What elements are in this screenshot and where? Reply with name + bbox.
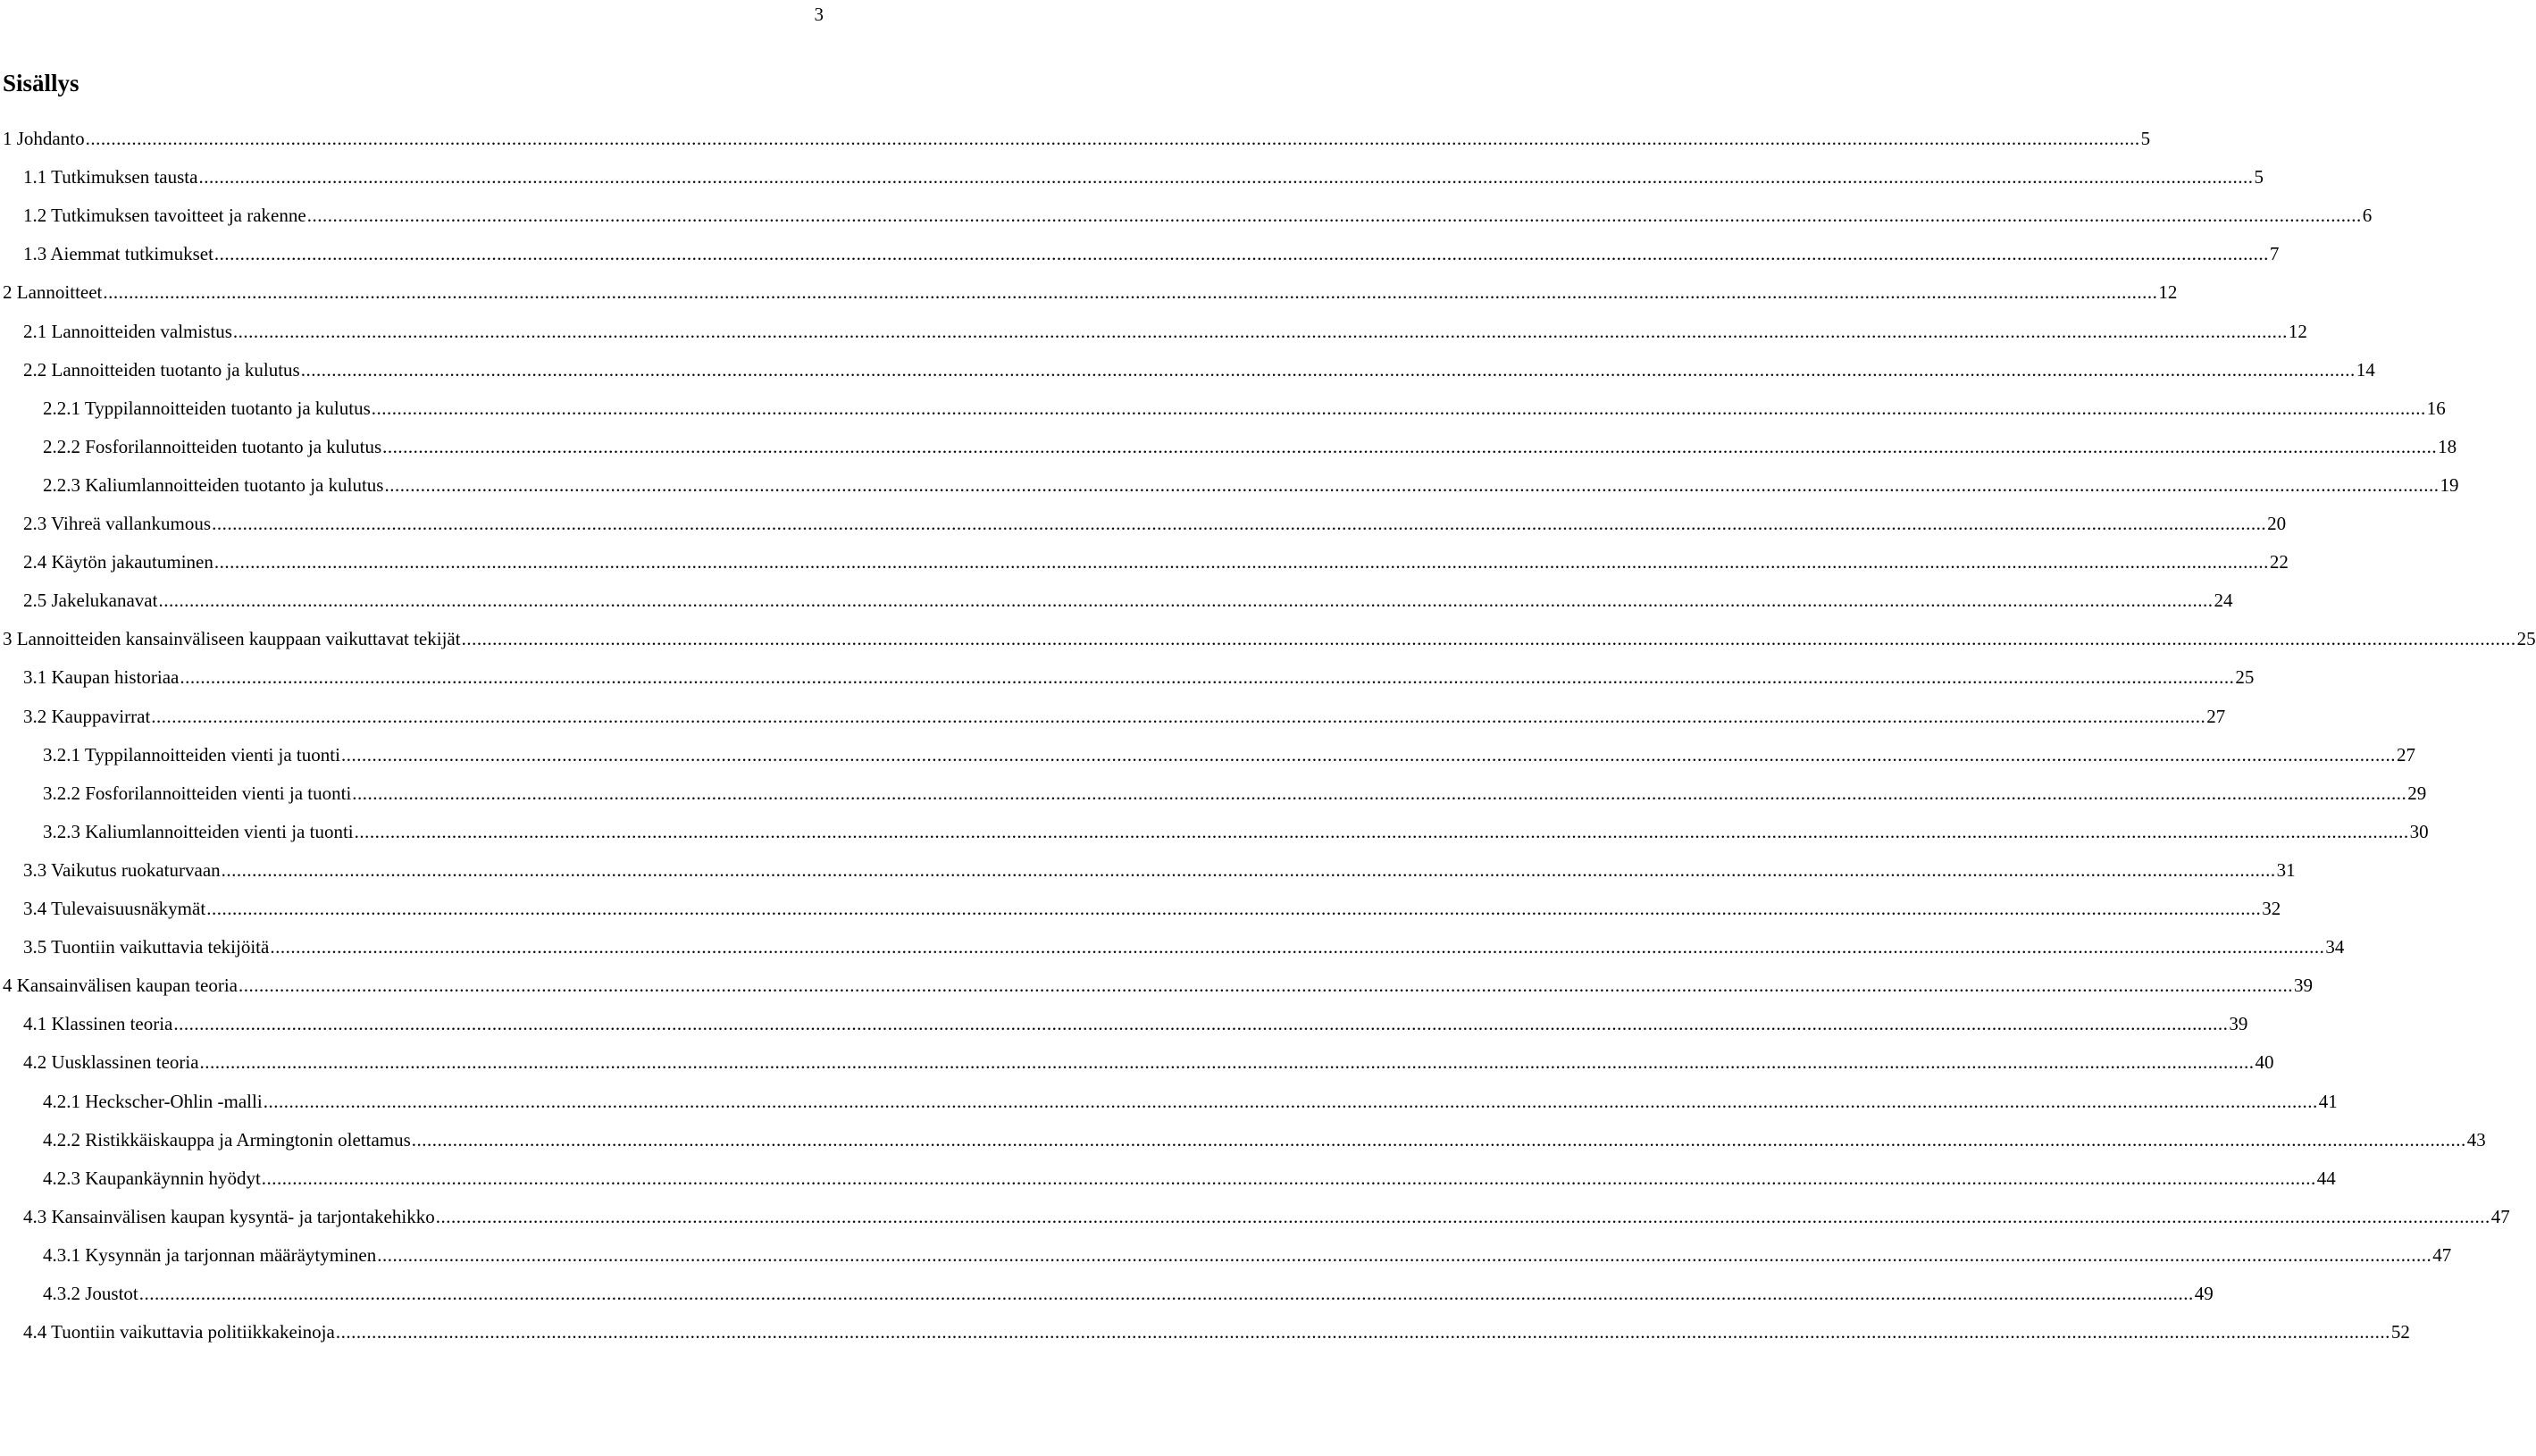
toc-entry[interactable] [43, 818, 2429, 845]
toc-entry-title: 4.3.2 Joustot [43, 1283, 138, 1304]
toc-dot-leader: ................................................................................................................................................................................................................................................................................................................................................................................................................ [270, 936, 2325, 958]
toc-dot-leader: ................................................................................................................................................................................................................................................................................................................................................................................................................ [261, 1167, 2316, 1189]
toc-entry-title: 1.2 Tutkimuksen tavoitteet ja rakenne [23, 205, 306, 226]
toc-entry-title: 3.2.1 Typpilannoitteiden vienti ja tuonti [43, 744, 340, 766]
toc-entry-title: 2.4 Käytön jakautuminen [23, 551, 213, 573]
toc-entry-title: 3 Lannoitteiden kansainväliseen kauppaan vaikuttavat tekijät [3, 628, 461, 649]
toc-entry-page: 14 [2356, 359, 2375, 381]
toc-dot-leader: ................................................................................................................................................................................................................................................................................................................................................................................................................ [384, 474, 2440, 496]
toc-entry-page: 32 [2262, 898, 2281, 919]
toc-entry-page: 18 [2438, 436, 2457, 457]
toc-entry-title: 4.3.1 Kysynnän ja tarjonnan määräytyminen [43, 1244, 377, 1266]
toc-entry[interactable] [3, 972, 2313, 999]
toc-entry-page: 52 [2390, 1321, 2410, 1343]
toc-dot-leader: ................................................................................................................................................................................................................................................................................................................................................................................................................ [335, 1321, 2390, 1343]
toc-entry-page: 41 [2318, 1091, 2338, 1112]
toc-dot-leader: ................................................................................................................................................................................................................................................................................................................................................................................................................ [352, 782, 2407, 804]
toc-entry[interactable] [43, 433, 2457, 460]
toc-entry-title: 4.2.3 Kaupankäynnin hyödyt [43, 1167, 261, 1189]
toc-entry-title: 3.3 Vaikutus ruokaturvaan [23, 859, 221, 881]
toc-entry-page: 5 [2254, 166, 2264, 188]
toc-entry-title: 3.1 Kaupan historiaa [23, 666, 180, 688]
toc-entry[interactable] [23, 548, 2289, 575]
toc-entry-page: 5 [2140, 128, 2151, 149]
toc-entry-title: 3.5 Tuontiin vaikuttavia tekijöitä [23, 936, 270, 958]
toc-entry-page: 47 [2490, 1206, 2510, 1227]
toc-entry[interactable] [43, 472, 2459, 498]
toc-entry[interactable] [23, 202, 2373, 229]
toc-dot-leader: ................................................................................................................................................................................................................................................................................................................................................................................................................ [103, 281, 2158, 303]
toc-entry[interactable] [23, 703, 2226, 730]
toc-entry[interactable] [43, 1242, 2452, 1268]
toc-entry[interactable] [3, 625, 2536, 652]
toc-dot-leader: ................................................................................................................................................................................................................................................................................................................................................................................................................ [213, 551, 2269, 573]
toc-dot-leader: ................................................................................................................................................................................................................................................................................................................................................................................................................ [263, 1091, 2318, 1112]
toc-dot-leader: ................................................................................................................................................................................................................................................................................................................................................................................................................ [151, 706, 2206, 727]
toc-dot-leader: ................................................................................................................................................................................................................................................................................................................................................................................................................ [206, 898, 2262, 919]
toc-entry-page: 12 [2158, 281, 2178, 303]
toc-entry[interactable] [3, 279, 2178, 305]
toc-dot-leader: ................................................................................................................................................................................................................................................................................................................................................................................................................ [213, 243, 2269, 264]
toc-entry-page: 43 [2466, 1129, 2486, 1151]
toc-entry-title: 4.3 Kansainvälisen kaupan kysyntä- ja tarjontakehikko [23, 1206, 435, 1227]
toc-dot-leader: ................................................................................................................................................................................................................................................................................................................................................................................................................ [138, 1283, 2194, 1304]
toc-entry[interactable] [23, 1318, 2410, 1345]
toc-entry-page: 19 [2440, 474, 2459, 496]
toc-dot-leader: ................................................................................................................................................................................................................................................................................................................................................................................................................ [340, 744, 2396, 766]
toc-dot-leader: ................................................................................................................................................................................................................................................................................................................................................................................................................ [85, 128, 2140, 149]
toc-dot-leader: ................................................................................................................................................................................................................................................................................................................................................................................................................ [371, 397, 2426, 419]
toc-entry-title: 4.4 Tuontiin vaikuttavia politiikkakeinoja [23, 1321, 335, 1343]
toc-entry[interactable] [43, 1165, 2336, 1192]
toc-entry-title: 2.2.3 Kaliumlannoitteiden tuotanto ja kulutus [43, 474, 384, 496]
toc-entry[interactable] [43, 1126, 2486, 1153]
toc-entry-page: 6 [2362, 205, 2373, 226]
toc-entry-title: 2.2.1 Typpilannoitteiden tuotanto ja kulutus [43, 397, 371, 419]
toc-entry-page: 25 [2516, 628, 2536, 649]
toc-entry[interactable] [23, 240, 2280, 267]
toc-entry[interactable] [43, 780, 2427, 807]
toc-entry-page: 22 [2269, 551, 2289, 573]
toc-entry[interactable] [23, 1049, 2274, 1075]
toc-dot-leader: ................................................................................................................................................................................................................................................................................................................................................................................................................ [435, 1206, 2490, 1227]
toc-dot-leader: ................................................................................................................................................................................................................................................................................................................................................................................................................ [173, 1013, 2229, 1034]
toc-dot-leader: ................................................................................................................................................................................................................................................................................................................................................................................................................ [180, 666, 2235, 688]
toc-entry[interactable] [23, 318, 2307, 345]
toc-entry[interactable] [43, 1088, 2338, 1115]
toc-dot-leader: ................................................................................................................................................................................................................................................................................................................................................................................................................ [212, 513, 2267, 534]
toc-entry-title: 4 Kansainvälisen kaupan teoria [3, 975, 238, 996]
toc-entry-page: 12 [2288, 321, 2307, 342]
toc-entry-title: 1.3 Aiemmat tutkimukset [23, 243, 213, 264]
toc-entry-title: 3.2 Kauppavirrat [23, 706, 151, 727]
toc-entry-title: 2.1 Lannoitteiden valmistus [23, 321, 232, 342]
toc-entry-page: 31 [2276, 859, 2296, 881]
toc-entry-title: 3.2.2 Fosforilannoitteiden vienti ja tuonti [43, 782, 352, 804]
toc-dot-leader: ................................................................................................................................................................................................................................................................................................................................................................................................................ [354, 821, 2409, 842]
toc-entry-title: 2.3 Vihreä vallankumous [23, 513, 212, 534]
toc-entry[interactable] [23, 895, 2281, 922]
toc-dot-leader: ................................................................................................................................................................................................................................................................................................................................................................................................................ [306, 205, 2362, 226]
toc-dot-leader: ................................................................................................................................................................................................................................................................................................................................................................................................................ [461, 628, 2516, 649]
toc-entry[interactable] [23, 356, 2375, 383]
toc-entry-page: 24 [2214, 590, 2233, 611]
toc-entry-page: 30 [2409, 821, 2429, 842]
toc-dot-leader: ................................................................................................................................................................................................................................................................................................................................................................................................................ [300, 359, 2356, 381]
toc-entry-page: 40 [2255, 1051, 2274, 1073]
toc-entry-page: 39 [2294, 975, 2313, 996]
toc-entry[interactable] [23, 933, 2345, 960]
toc-entry[interactable] [23, 664, 2255, 690]
page-number: 3 [814, 4, 824, 25]
toc-entry[interactable] [43, 395, 2446, 422]
toc-entry-page: 27 [2396, 744, 2415, 766]
toc-entry[interactable] [43, 1280, 2214, 1307]
toc-entry-title: 3.4 Tulevaisuusnäkymät [23, 898, 206, 919]
toc-entry[interactable] [23, 857, 2296, 883]
toc-entry-page: 39 [2229, 1013, 2248, 1034]
toc-entry-page: 16 [2426, 397, 2446, 419]
toc-dot-leader: ................................................................................................................................................................................................................................................................................................................................................................................................................ [232, 321, 2288, 342]
toc-entry[interactable] [23, 1010, 2248, 1037]
toc-entry-page: 47 [2432, 1244, 2452, 1266]
toc-dot-leader: ................................................................................................................................................................................................................................................................................................................................................................................................................ [221, 859, 2276, 881]
toc-entry-title: 1 Johdanto [3, 128, 85, 149]
toc-entry[interactable] [3, 125, 2151, 152]
toc-entry[interactable] [23, 163, 2264, 190]
toc-entry-page: 44 [2316, 1167, 2336, 1189]
toc-entry-page: 34 [2325, 936, 2345, 958]
toc-entry[interactable] [23, 587, 2233, 614]
toc-entry-title: 2.2 Lannoitteiden tuotanto ja kulutus [23, 359, 300, 381]
toc-heading: Sisällys [3, 70, 80, 96]
toc-entry-title: 4.1 Klassinen teoria [23, 1013, 173, 1034]
toc-entry-page: 49 [2194, 1283, 2214, 1304]
toc-entry-title: 2.2.2 Fosforilannoitteiden tuotanto ja kulutus [43, 436, 382, 457]
toc-entry-title: 3.2.3 Kaliumlannoitteiden vienti ja tuonti [43, 821, 354, 842]
toc-entry[interactable] [23, 1203, 2510, 1230]
toc-entry-page: 27 [2206, 706, 2226, 727]
toc-dot-leader: ................................................................................................................................................................................................................................................................................................................................................................................................................ [158, 590, 2214, 611]
toc-entry-title: 1.1 Tutkimuksen tausta [23, 166, 198, 188]
toc-dot-leader: ................................................................................................................................................................................................................................................................................................................................................................................................................ [198, 166, 2254, 188]
toc-entry-title: 2.5 Jakelukanavat [23, 590, 158, 611]
toc-entry-page: 20 [2267, 513, 2287, 534]
toc-entry-page: 25 [2235, 666, 2255, 688]
toc-dot-leader: ................................................................................................................................................................................................................................................................................................................................................................................................................ [382, 436, 2438, 457]
toc-dot-leader: ................................................................................................................................................................................................................................................................................................................................................................................................................ [411, 1129, 2466, 1151]
toc-entry-title: 2 Lannoitteet [3, 281, 103, 303]
toc-entry-title: 4.2.2 Ristikkäiskauppa ja Armingtonin olettamus [43, 1129, 411, 1151]
toc-entry[interactable] [23, 510, 2287, 537]
toc-entry-page: 7 [2269, 243, 2280, 264]
toc-dot-leader: ................................................................................................................................................................................................................................................................................................................................................................................................................ [239, 975, 2293, 996]
toc-entry-title: 4.2 Uusklassinen teoria [23, 1051, 199, 1073]
toc-dot-leader: ................................................................................................................................................................................................................................................................................................................................................................................................................ [199, 1051, 2255, 1073]
toc-entry[interactable] [43, 741, 2415, 768]
toc-dot-leader: ................................................................................................................................................................................................................................................................................................................................................................................................................ [377, 1244, 2432, 1266]
toc-entry-page: 29 [2407, 782, 2427, 804]
toc-entry-title: 4.2.1 Heckscher-Ohlin -malli [43, 1091, 263, 1112]
